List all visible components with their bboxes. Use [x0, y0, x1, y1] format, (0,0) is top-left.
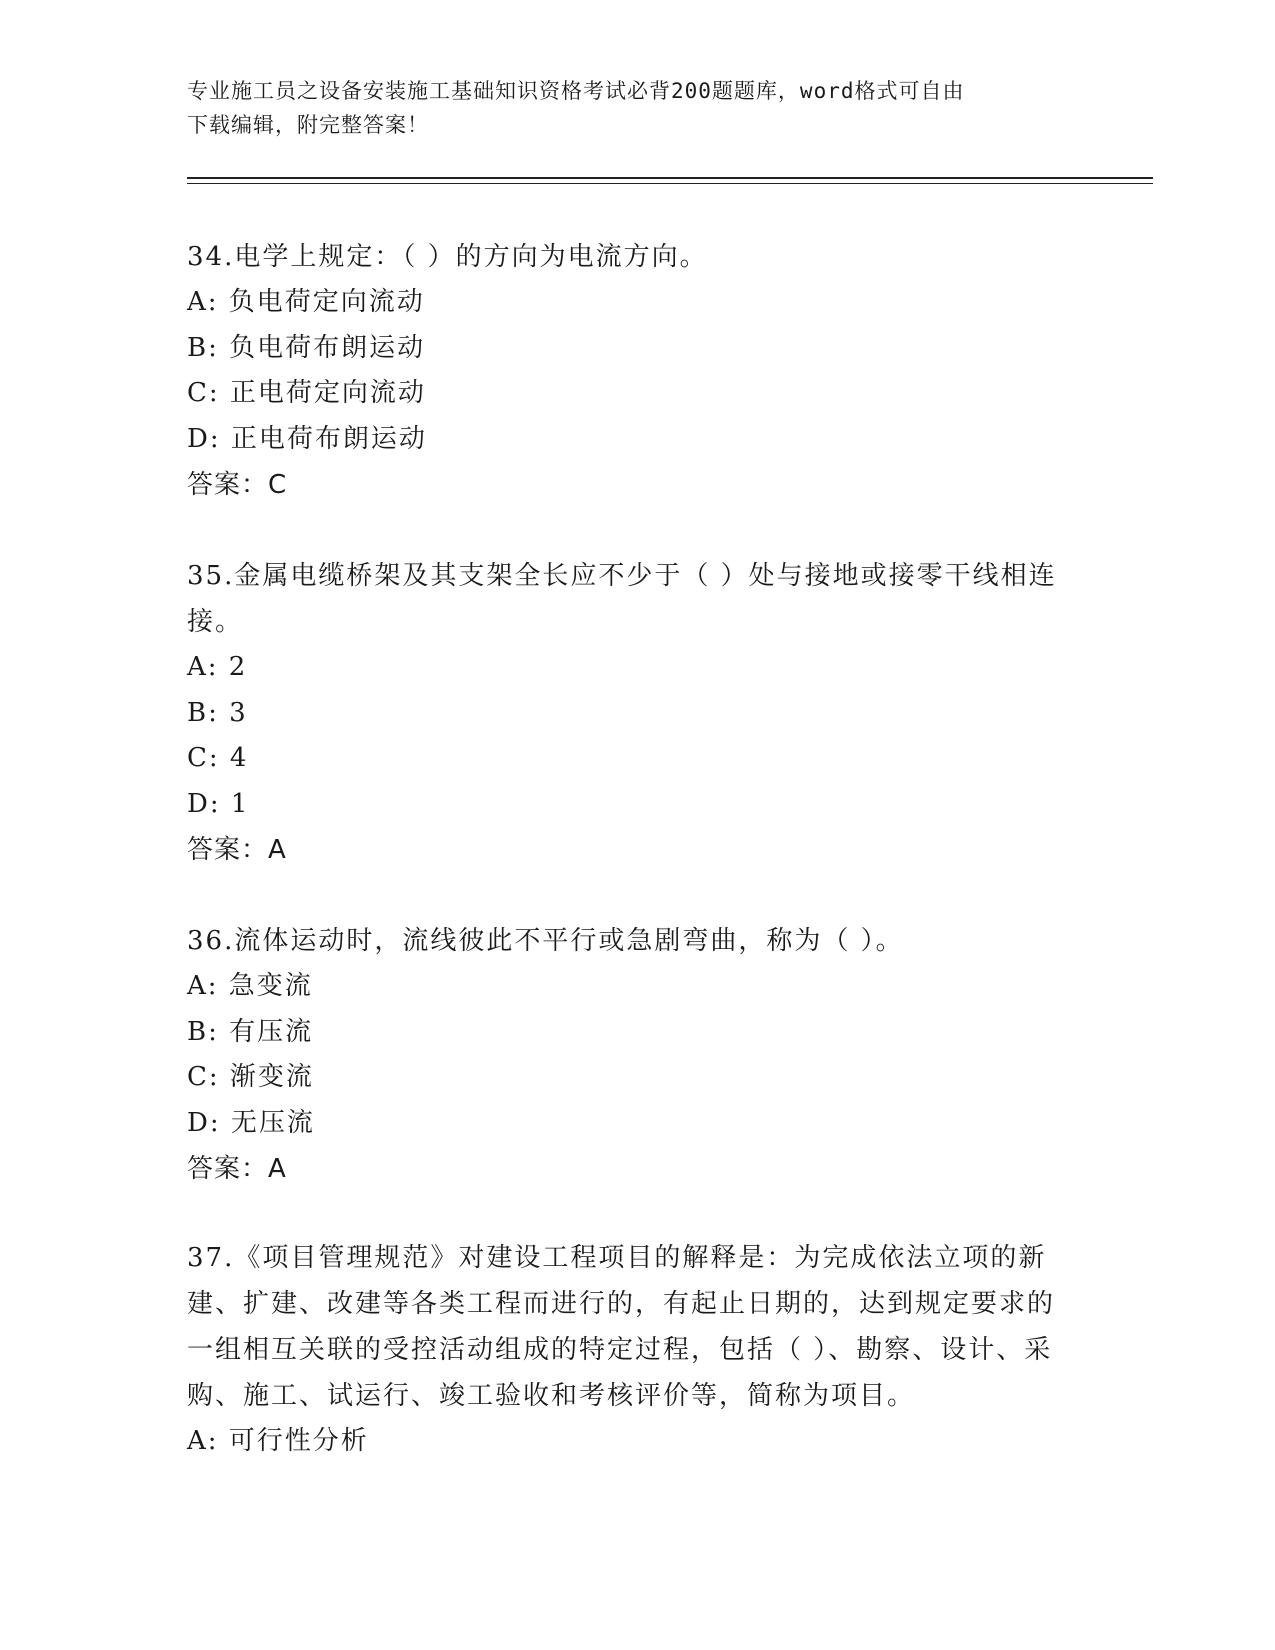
header-divider-thin	[187, 183, 1153, 184]
option-d: D: 无压流	[187, 1107, 315, 1138]
option-c: C: 渐变流	[187, 1062, 314, 1092]
header-line-1: 专业施工员之设备安装施工基础知识资格考试必背200题题库，word格式可自由	[187, 79, 965, 103]
option-a: A: 负电荷定向流动	[187, 287, 425, 317]
option-a: A: 急变流	[187, 971, 313, 1001]
question-35	[187, 553, 1087, 873]
option-b: B: 3	[187, 697, 248, 728]
answer: 答案：A	[187, 835, 287, 865]
question-text: 35.金属电缆桥架及其支架全长应不少于（ ）处与接地或接零干线相连接。	[187, 561, 1057, 637]
option-b: B: 有压流	[187, 1016, 314, 1047]
question-text: 36.流体运动时，流线彼此不平行或急剧弯曲，称为（ ）。	[187, 926, 904, 956]
option-b: B: 负电荷布朗运动	[187, 332, 426, 363]
question-34	[187, 234, 1087, 508]
option-c: C: 正电荷定向流动	[187, 378, 426, 408]
header-line-2: 下载编辑，附完整答案！	[187, 113, 429, 137]
answer: 答案：C	[187, 470, 288, 500]
document-header	[187, 74, 1087, 142]
question-text: 34.电学上规定：（ ）的方向为电流方向。	[187, 242, 708, 272]
question-37	[187, 1235, 1067, 1465]
question-text: 37.《项目管理规范》对建设工程项目的解释是：为完成依法立项的新建、扩建、改建等各类工程而进行的，有起止日期的，达到规定要求的一组相互关联的受控活动组成的特定过程，包括（ ）、勘察、设计、采购、施工、试运行、竣工验收和考核评价等，简称为项目。	[187, 1243, 1056, 1411]
option-d: D: 1	[187, 788, 250, 819]
option-d: D: 正电荷布朗运动	[187, 423, 427, 454]
answer: 答案：A	[187, 1154, 287, 1184]
option-c: C: 4	[187, 743, 249, 773]
option-a: A: 可行性分析	[187, 1426, 369, 1456]
header-divider	[187, 177, 1153, 179]
option-a: A: 2	[187, 652, 248, 682]
question-36	[187, 918, 1087, 1192]
